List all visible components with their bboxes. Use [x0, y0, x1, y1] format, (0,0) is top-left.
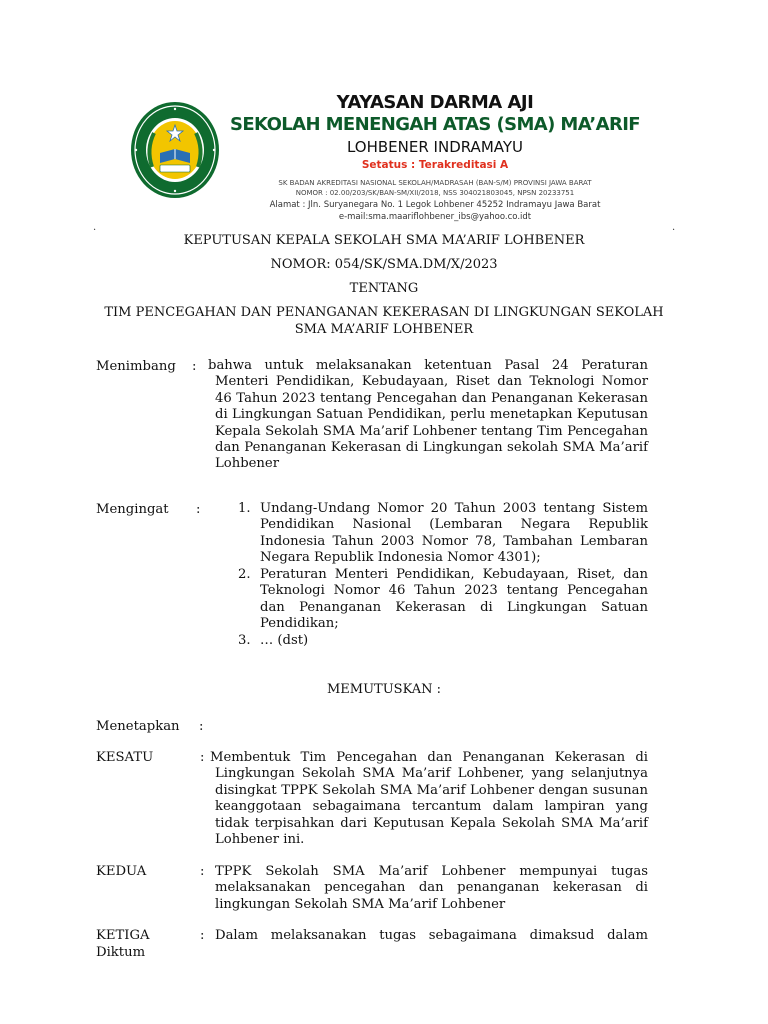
mengingat-label: Mengingat	[96, 502, 169, 517]
school-email: e-mail:sma.maariflohbener_ibs@yahoo.co.idt	[338, 212, 532, 222]
decree-title: KEPUTUSAN KEPALA SEKOLAH SMA MA’ARIF LOHBENER	[183, 233, 585, 248]
mengingat-item-text: Undang-Undang Nomor 20 Tahun 2003 tentang Sistem Pendidikan Nasional (Lembaran Negara Republik Indonesia Tahun 2003 Nomor 78, Tambahan Lembaran Negara Republik Indonesia Nomor 4301);	[260, 501, 648, 566]
school-name: SEKOLAH MENENGAH ATAS (SMA) MA’ARIF	[229, 114, 641, 135]
kesatu-label: KESATU	[96, 750, 154, 765]
header-rule-mark-right: .	[672, 222, 676, 233]
school-location: LOHBENER INDRAMAYU	[346, 138, 523, 156]
menimbang-text: bahwa untuk melaksanakan ketentuan Pasal 24 Peraturan Menteri Pendidikan, Kebudayaan, Riset dan Teknologi Nomor 46 Tahun 2023 tentang Pencegahan dan Penanganan Kekerasan di Lingkungan Satuan Pendidikan, perlu menetapkan Keputusan Kepala Sekolah SMA Ma’arif Lohbener tentang Tim Pencegahan dan Penanganan Kekerasan di Lingkungan sekolah SMA Ma’arif Lohbener	[208, 358, 648, 472]
kesatu-text: Membentuk Tim Pencegahan dan Penanganan Kekerasan di Lingkungan Sekolah SMA Ma’arif Lohbener, yang selanjutnya disingkat TPPK Sekolah SMA Ma’arif Lohbener dengan susunan keanggotaan sebagaimana tercantum dalam lampiran yang tidak terpisahkan dari Keputusan Kepala Sekolah SMA Ma’arif Lohbener ini.	[210, 750, 648, 848]
menetapkan-colon: :	[199, 719, 204, 734]
decree-subject-line-2: SMA MA’ARIF LOHBENER	[294, 322, 474, 337]
kedua-label: KEDUA	[96, 864, 147, 879]
header-rule-mark-left: .	[93, 222, 97, 233]
accreditation-line-2: NOMOR : 02.00/203/SK/BAN-SM/XII/2018, NSS 304021803045, NPSN 20233751	[295, 189, 575, 197]
decree-number: NOMOR: 054/SK/SMA.DM/X/2023	[270, 257, 498, 272]
kedua-colon: :	[200, 864, 205, 879]
decree-about: TENTANG	[349, 281, 419, 296]
diktum-label: Diktum	[96, 945, 146, 960]
accreditation-line-1: SK BADAN AKREDITASI NASIONAL SEKOLAH/MADRASAH (BAN-S/M) PROVINSI JAWA BARAT	[278, 179, 592, 187]
kesatu-colon: :	[200, 750, 205, 765]
mengingat-item-text: Peraturan Menteri Pendidikan, Kebudayaan, Riset, dan Teknologi Nomor 46 Tahun 2023 tentang Pencegahan dan Penanganan Kekerasan di Lingkungan Satuan Pendidikan;	[260, 567, 648, 632]
mengingat-colon: :	[196, 502, 201, 517]
mengingat-item-number: 2.	[238, 567, 251, 582]
menetapkan-label: Menetapkan	[96, 719, 180, 734]
memutuskan-heading: MEMUTUSKAN :	[326, 682, 442, 697]
accreditation-status: Setatus : Terakreditasi A	[361, 159, 509, 171]
kedua-text: TPPK Sekolah SMA Ma’arif Lohbener mempunyai tugas melaksanakan pencegahan dan penanganan kekerasan di lingkungan Sekolah SMA Ma’arif Lohbener	[215, 864, 648, 912]
ketiga-text: Dalam melaksanakan tugas sebagaimana dimaksud dalam	[215, 928, 648, 943]
mengingat-item-number: 3.	[238, 633, 251, 648]
mengingat-item-number: 1.	[238, 501, 251, 516]
menimbang-colon: :	[192, 359, 197, 374]
foundation-name: YAYASAN DARMA AJI	[336, 92, 534, 113]
school-address: Alamat : Jln. Suryanegara No. 1 Legok Lohbener 45252 Indramayu Jawa Barat	[269, 200, 601, 210]
ketiga-colon: :	[200, 928, 205, 943]
ketiga-label: KETIGA	[96, 928, 150, 943]
mengingat-item-text: … (dst)	[260, 633, 309, 648]
decree-subject-line-1: TIM PENCEGAHAN DAN PENANGANAN KEKERASAN DI LINGKUNGAN SEKOLAH	[104, 305, 664, 320]
menimbang-label: Menimbang	[96, 359, 176, 374]
